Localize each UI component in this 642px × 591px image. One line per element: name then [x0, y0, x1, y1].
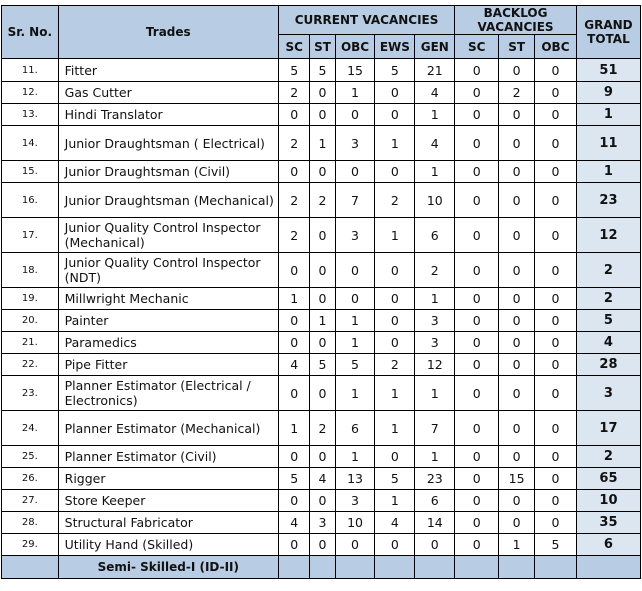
current-vacancy-cell: 4: [415, 82, 455, 104]
backlog-vacancy-cell: 0: [534, 468, 576, 490]
sr-no-cell: 15.: [2, 161, 59, 183]
current-vacancy-cell: 0: [310, 376, 335, 411]
backlog-vacancy-cell: 2: [499, 82, 535, 104]
grand-total-cell: 3: [576, 376, 640, 411]
current-vacancy-cell: 0: [310, 104, 335, 126]
trade-cell: Fitter: [58, 59, 278, 82]
backlog-vacancy-cell: 0: [534, 288, 576, 310]
table-row: [2, 512, 641, 534]
backlog-vacancy-cell: 0: [534, 183, 576, 218]
backlog-vacancy-cell: 0: [499, 354, 535, 376]
current-vacancy-cell: 7: [335, 183, 375, 218]
current-vacancy-cell: 4: [415, 126, 455, 161]
backlog-vacancy-cell: 0: [534, 253, 576, 288]
current-vacancy-cell: 0: [375, 82, 415, 104]
trade-cell: Junior Draughtsman ( Electrical): [58, 126, 278, 161]
current-vacancy-cell: 0: [278, 310, 309, 332]
sr-no-cell: 25.: [2, 446, 59, 468]
trade-cell: Junior Draughtsman (Civil): [58, 161, 278, 183]
grand-total-cell: 2: [576, 446, 640, 468]
backlog-vacancy-cell: 0: [455, 253, 499, 288]
grand-total-cell: 35: [576, 512, 640, 534]
current-vacancy-cell: 1: [415, 104, 455, 126]
backlog-vacancy-cell: 0: [455, 376, 499, 411]
grand-total-cell: 11: [576, 126, 640, 161]
backlog-vacancy-cell: 15: [499, 468, 535, 490]
backlog-vacancy-cell: 0: [455, 161, 499, 183]
current-vacancy-cell: 6: [335, 411, 375, 446]
backlog-vacancy-cell: 5: [534, 534, 576, 556]
backlog-vacancy-cell: 0: [534, 354, 576, 376]
backlog-vacancy-cell: 0: [534, 218, 576, 253]
backlog-vacancy-cell: 0: [499, 332, 535, 354]
table-row: [2, 534, 641, 556]
current-vacancy-cell: 0: [375, 446, 415, 468]
current-vacancy-cell: 0: [278, 104, 309, 126]
current-vacancy-cell: 4: [278, 512, 309, 534]
sr-no-cell: 14.: [2, 126, 59, 161]
backlog-vacancy-cell: 0: [499, 376, 535, 411]
backlog-vacancy-cell: 0: [499, 446, 535, 468]
section-row: [2, 556, 641, 579]
current-vacancy-cell: 1: [335, 446, 375, 468]
current-vacancy-cell: 1: [335, 82, 375, 104]
current-vacancy-cell: 0: [278, 490, 309, 512]
current-vacancy-cell: 6: [415, 490, 455, 512]
trade-cell: Paramedics: [58, 332, 278, 354]
table-row: [2, 288, 641, 310]
table-row: [2, 446, 641, 468]
backlog-vacancy-cell: 0: [455, 310, 499, 332]
trade-cell: Pipe Fitter: [58, 354, 278, 376]
backlog-vacancy-cell: 0: [499, 253, 535, 288]
vacancy-table: [1, 5, 641, 579]
table-row: [2, 332, 641, 354]
table-row: [2, 490, 641, 512]
sr-no-cell: 12.: [2, 82, 59, 104]
sr-no-cell: 21.: [2, 332, 59, 354]
trade-cell: Junior Quality Control Inspector (NDT): [58, 253, 278, 288]
grand-total-cell: 51: [576, 59, 640, 82]
backlog-vacancy-cell: 0: [499, 126, 535, 161]
grand-total-cell: 23: [576, 183, 640, 218]
current-ews-header: EWS: [375, 35, 415, 59]
table-row: [2, 253, 641, 288]
grand-total-cell: 2: [576, 288, 640, 310]
grand-total-cell: 17: [576, 411, 640, 446]
grand-total-cell: 28: [576, 354, 640, 376]
backlog-vacancy-cell: 0: [499, 183, 535, 218]
trades-header: Trades: [58, 6, 278, 59]
current-vacancy-cell: 21: [415, 59, 455, 82]
current-vacancy-cell: 0: [415, 534, 455, 556]
section-sr-cell: [2, 556, 59, 579]
current-vacancy-cell: 1: [415, 446, 455, 468]
current-vacancy-cell: 4: [310, 468, 335, 490]
backlog-vacancy-cell: 0: [499, 512, 535, 534]
backlog-vacancy-cell: 0: [499, 288, 535, 310]
current-vacancy-cell: 1: [415, 288, 455, 310]
sr-no-cell: 28.: [2, 512, 59, 534]
current-vacancy-cell: 0: [335, 288, 375, 310]
backlog-vacancy-cell: 0: [455, 218, 499, 253]
trade-cell: Planner Estimator (Civil): [58, 446, 278, 468]
trade-cell: Planner Estimator (Mechanical): [58, 411, 278, 446]
grand-total-cell: 2: [576, 253, 640, 288]
current-sc-header: SC: [278, 35, 309, 59]
table-row: [2, 82, 641, 104]
backlog-vacancy-cell: 1: [499, 534, 535, 556]
backlog-st-header: ST: [499, 35, 535, 59]
grand-total-cell: 5: [576, 310, 640, 332]
sr-no-cell: 19.: [2, 288, 59, 310]
backlog-vacancy-cell: 0: [455, 332, 499, 354]
backlog-vacancy-cell: 0: [534, 104, 576, 126]
current-vacancy-cell: 1: [310, 310, 335, 332]
backlog-vacancy-cell: 0: [455, 104, 499, 126]
current-vacancy-cell: 4: [278, 354, 309, 376]
current-vacancy-cell: 1: [335, 332, 375, 354]
table-row: [2, 126, 641, 161]
current-st-header: ST: [310, 35, 335, 59]
table-row: [2, 104, 641, 126]
current-vacancy-cell: 0: [375, 332, 415, 354]
current-vacancy-cell: 0: [278, 161, 309, 183]
backlog-vacancy-cell: 0: [534, 59, 576, 82]
current-vacancy-cell: 3: [335, 126, 375, 161]
current-vacancy-cell: 0: [375, 104, 415, 126]
current-vacancy-cell: 3: [415, 332, 455, 354]
current-gen-header: GEN: [415, 35, 455, 59]
backlog-obc-header: OBC: [534, 35, 576, 59]
sr-no-cell: 24.: [2, 411, 59, 446]
current-vacancy-cell: 0: [310, 534, 335, 556]
trade-cell: Painter: [58, 310, 278, 332]
backlog-sc-header: SC: [455, 35, 499, 59]
current-vacancy-cell: 0: [310, 288, 335, 310]
table-row: [2, 376, 641, 411]
current-vacancy-cell: 1: [375, 218, 415, 253]
current-vacancy-cell: 2: [278, 183, 309, 218]
table-row: [2, 310, 641, 332]
backlog-vacancy-cell: 0: [499, 310, 535, 332]
sr-no-header: Sr. No.: [2, 6, 59, 59]
backlog-vacancy-cell: 0: [455, 468, 499, 490]
current-vacancy-cell: 1: [278, 288, 309, 310]
current-vacancy-cell: 5: [310, 59, 335, 82]
trade-cell: Junior Quality Control Inspector (Mechanical): [58, 218, 278, 253]
current-vacancy-cell: 2: [375, 183, 415, 218]
current-vacancy-cell: 2: [310, 183, 335, 218]
grand-total-cell: 6: [576, 534, 640, 556]
trade-cell: Junior Draughtsman (Mechanical): [58, 183, 278, 218]
backlog-vacancy-cell: 0: [499, 218, 535, 253]
current-vacancy-cell: 10: [415, 183, 455, 218]
backlog-vacancy-cell: 0: [534, 126, 576, 161]
backlog-vacancy-cell: 0: [455, 534, 499, 556]
backlog-vacancy-cell: 0: [455, 446, 499, 468]
grand-total-header: GRAND TOTAL: [576, 6, 640, 59]
table-row: [2, 59, 641, 82]
sr-no-cell: 13.: [2, 104, 59, 126]
current-vacancy-cell: 0: [375, 161, 415, 183]
current-vacancy-cell: 2: [415, 253, 455, 288]
sr-no-cell: 26.: [2, 468, 59, 490]
grand-total-cell: 12: [576, 218, 640, 253]
sr-no-cell: 17.: [2, 218, 59, 253]
backlog-vacancy-cell: 0: [534, 332, 576, 354]
table-row: [2, 468, 641, 490]
current-vacancy-cell: 2: [375, 354, 415, 376]
sr-no-cell: 29.: [2, 534, 59, 556]
sr-no-cell: 23.: [2, 376, 59, 411]
current-vacancy-cell: 2: [278, 82, 309, 104]
current-vacancy-cell: 0: [278, 376, 309, 411]
current-vacancy-cell: 3: [335, 218, 375, 253]
current-vacancy-cell: 0: [335, 534, 375, 556]
current-vacancy-cell: 3: [335, 490, 375, 512]
current-vacancy-cell: 5: [335, 354, 375, 376]
current-vacancy-cell: 5: [375, 468, 415, 490]
current-vacancy-cell: 2: [278, 126, 309, 161]
current-vacancy-cell: 1: [375, 411, 415, 446]
current-vacancy-cell: 6: [415, 218, 455, 253]
grand-total-cell: 65: [576, 468, 640, 490]
current-vacancy-cell: 0: [375, 288, 415, 310]
table-row: [2, 354, 641, 376]
grand-total-cell: 1: [576, 161, 640, 183]
current-vacancy-cell: 0: [310, 446, 335, 468]
sr-no-cell: 22.: [2, 354, 59, 376]
backlog-vacancy-cell: 0: [455, 183, 499, 218]
grand-total-cell: 9: [576, 82, 640, 104]
backlog-vacancy-cell: 0: [455, 490, 499, 512]
sr-no-cell: 27.: [2, 490, 59, 512]
trade-cell: Rigger: [58, 468, 278, 490]
current-vacancy-cell: 0: [375, 253, 415, 288]
section-title: Semi- Skilled-I (ID-II): [58, 556, 278, 579]
current-vacancy-cell: 10: [335, 512, 375, 534]
current-vacancy-cell: 5: [310, 354, 335, 376]
backlog-vacancy-cell: 0: [455, 288, 499, 310]
current-vacancy-cell: 15: [335, 59, 375, 82]
current-vacancy-cell: 0: [310, 161, 335, 183]
current-vacancy-cell: 2: [310, 411, 335, 446]
current-vacancy-cell: 5: [375, 59, 415, 82]
current-vacancy-cell: 0: [310, 253, 335, 288]
current-vacancy-cell: 13: [335, 468, 375, 490]
current-vacancy-cell: 0: [278, 332, 309, 354]
current-vacancy-cell: 0: [278, 534, 309, 556]
current-vacancy-cell: 1: [415, 376, 455, 411]
current-vacancy-cell: 1: [375, 126, 415, 161]
current-vacancy-cell: 5: [278, 59, 309, 82]
table-body: [2, 59, 641, 556]
current-vacancy-cell: 0: [335, 104, 375, 126]
current-vacancy-cell: 0: [375, 310, 415, 332]
backlog-vacancy-cell: 0: [499, 411, 535, 446]
current-obc-header: OBC: [335, 35, 375, 59]
current-vacancy-cell: 0: [310, 218, 335, 253]
backlog-vacancy-cell: 0: [534, 161, 576, 183]
current-vacancy-cell: 1: [335, 310, 375, 332]
current-vacancy-cell: 1: [415, 161, 455, 183]
backlog-vacancy-cell: 0: [534, 446, 576, 468]
current-vacancy-cell: 0: [310, 82, 335, 104]
backlog-vacancy-cell: 0: [455, 59, 499, 82]
current-vacancy-cell: 1: [278, 411, 309, 446]
grand-total-cell: 10: [576, 490, 640, 512]
current-vacancy-cell: 1: [375, 376, 415, 411]
current-vacancy-cell: 5: [278, 468, 309, 490]
backlog-vacancy-cell: 0: [455, 82, 499, 104]
trade-cell: Millwright Mechanic: [58, 288, 278, 310]
backlog-vacancy-cell: 0: [534, 411, 576, 446]
backlog-vacancy-cell: 0: [499, 161, 535, 183]
current-vacancy-cell: 1: [310, 126, 335, 161]
current-vacancy-cell: 3: [310, 512, 335, 534]
grand-total-cell: 1: [576, 104, 640, 126]
current-vacancy-cell: 0: [335, 253, 375, 288]
backlog-vacancy-cell: 0: [499, 59, 535, 82]
current-vacancy-cell: 14: [415, 512, 455, 534]
backlog-vacancy-cell: 0: [455, 354, 499, 376]
current-vacancy-cell: 23: [415, 468, 455, 490]
current-vacancy-cell: 0: [310, 490, 335, 512]
current-vacancy-cell: 4: [375, 512, 415, 534]
sr-no-cell: 20.: [2, 310, 59, 332]
backlog-vacancy-cell: 0: [455, 512, 499, 534]
current-vacancy-cell: 2: [278, 218, 309, 253]
current-vacancy-cell: 1: [335, 376, 375, 411]
backlog-vacancy-cell: 0: [534, 376, 576, 411]
sr-no-cell: 11.: [2, 59, 59, 82]
current-vacancy-cell: 0: [375, 534, 415, 556]
backlog-vacancy-cell: 0: [534, 82, 576, 104]
backlog-vacancy-cell: 0: [499, 490, 535, 512]
backlog-vacancies-header: BACKLOG VACANCIES: [455, 6, 577, 35]
current-vacancy-cell: 12: [415, 354, 455, 376]
backlog-vacancy-cell: 0: [455, 411, 499, 446]
backlog-vacancy-cell: 0: [534, 490, 576, 512]
current-vacancy-cell: 0: [335, 161, 375, 183]
current-vacancy-cell: 0: [278, 253, 309, 288]
trade-cell: Hindi Translator: [58, 104, 278, 126]
backlog-vacancy-cell: 0: [455, 126, 499, 161]
trade-cell: Gas Cutter: [58, 82, 278, 104]
backlog-vacancy-cell: 0: [534, 512, 576, 534]
table-row: [2, 183, 641, 218]
trade-cell: Structural Fabricator: [58, 512, 278, 534]
current-vacancy-cell: 0: [310, 332, 335, 354]
grand-total-cell: 4: [576, 332, 640, 354]
current-vacancy-cell: 1: [375, 490, 415, 512]
sr-no-cell: 18.: [2, 253, 59, 288]
current-vacancies-header: CURRENT VACANCIES: [278, 6, 454, 35]
backlog-vacancy-cell: 0: [499, 104, 535, 126]
trade-cell: Utility Hand (Skilled): [58, 534, 278, 556]
current-vacancy-cell: 7: [415, 411, 455, 446]
table-row: [2, 218, 641, 253]
table-row: [2, 161, 641, 183]
trade-cell: Store Keeper: [58, 490, 278, 512]
sr-no-cell: 16.: [2, 183, 59, 218]
trade-cell: Planner Estimator (Electrical / Electronics): [58, 376, 278, 411]
table-row: [2, 411, 641, 446]
current-vacancy-cell: 0: [278, 446, 309, 468]
current-vacancy-cell: 3: [415, 310, 455, 332]
backlog-vacancy-cell: 0: [534, 310, 576, 332]
